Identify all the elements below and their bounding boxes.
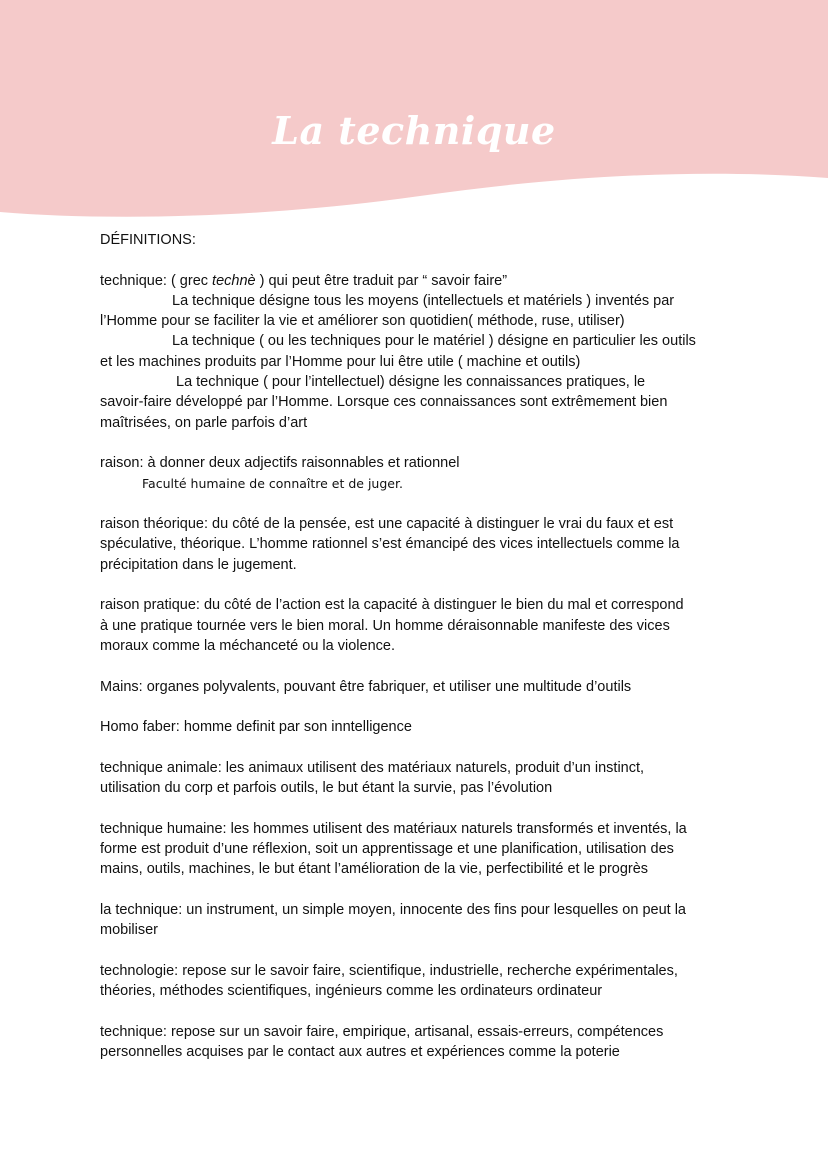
document-body — [100, 230, 740, 1062]
technique-para1-line1: La technique désigne tous les moyens (intellectuels et matériels ) inventés par — [172, 292, 675, 309]
raison-pratique-line1: raison pratique: du côté de l’action est la capacité à distinguer le bien du mal et correspond — [100, 597, 684, 614]
definition-technique — [100, 271, 740, 433]
technique-suffix: ) qui peut être traduit par “ savoir faire” — [255, 272, 508, 289]
technique-empirique-line2: personnelles acquises par le contact aux autres et expériences comme la poterie — [100, 1043, 620, 1060]
raison-theorique-line2: spéculative, théorique. L’homme rationnel s’est émancipé des vices intellectuels comme la — [100, 536, 680, 553]
technique-intro — [100, 271, 740, 291]
technique-para3-line3: maîtrisées, on parle parfois d’art — [100, 414, 308, 431]
raison-pratique-line2: à une pratique tournée vers le bien moral. Un homme déraisonnable manifeste des vices — [100, 617, 670, 634]
technique-para2-line2: et les machines produits par l’Homme pour lui être utile ( machine et outils) — [100, 353, 581, 370]
definition-la-technique — [100, 900, 740, 941]
definition-raison-pratique — [100, 595, 740, 656]
technique-para3-line2: savoir-faire développé par l’Homme. Lorsque ces connaissances sont extrêmement bien — [100, 394, 668, 411]
definition-raison-theorique — [100, 514, 740, 575]
raison-pratique-line3: moraux comme la méchanceté ou la violence. — [100, 637, 395, 654]
technique-humaine-line2: forme est produit d’une réflexion, soit un apprentissage et une planification, utilisation des — [100, 840, 674, 857]
definition-homo-faber: Homo faber: homme definit par son inntelligence — [100, 719, 412, 736]
technique-animale-line1: technique animale: les animaux utilisent des matériaux naturels, produit d’un instinct, — [100, 759, 645, 776]
raison-line1: raison: à donner deux adjectifs raisonnables et rationnel — [100, 455, 460, 472]
definition-technique-humaine — [100, 819, 740, 880]
section-heading: DÉFINITIONS: — [100, 232, 196, 248]
la-technique-line1: la technique: un instrument, un simple moyen, innocente des fins pour lesquelles on peut la — [100, 901, 686, 918]
technique-para2-line1: La technique ( ou les techniques pour le matériel ) désigne en particulier les outils — [172, 333, 696, 350]
page-title: La technique — [272, 108, 556, 153]
definition-technologie — [100, 961, 740, 1002]
definition-technique-empirique — [100, 1022, 740, 1063]
technologie-line1: technologie: repose sur le savoir faire, scientifique, industrielle, recherche expérimentales, — [100, 962, 678, 979]
definition-raison — [100, 453, 740, 494]
technique-humaine-line1: technique humaine: les hommes utilisent des matériaux naturels transformés et inventés, la — [100, 820, 687, 837]
technique-empirique-line1: technique: repose sur un savoir faire, empirique, artisanal, essais-erreurs, compétences — [100, 1023, 664, 1040]
technique-para1-line2: l’Homme pour se faciliter la vie et améliorer son quotidien( méthode, ruse, utiliser) — [100, 313, 625, 330]
technique-animale-line2: utilisation du corp et parfois outils, le but étant la survie, pas l’évolution — [100, 780, 553, 797]
header-band — [0, 0, 828, 230]
technologie-line2: théories, méthodes scientifiques, ingénieurs comme les ordinateurs ordinateur — [100, 982, 603, 999]
technique-humaine-line3: mains, outils, machines, le but étant l’amélioration de la vie, perfectibilité et le progrès — [100, 861, 649, 878]
raison-theorique-line1: raison théorique: du côté de la pensée, est une capacité à distinguer le vrai du faux et est — [100, 516, 674, 533]
definition-mains: Mains: organes polyvalents, pouvant être fabriquer, et utiliser une multitude d’outils — [100, 678, 632, 695]
greek-word: technè — [212, 272, 256, 289]
definition-technique-animale — [100, 758, 740, 799]
technique-para3-line1: La technique ( pour l’intellectuel) désigne les connaissances pratiques, le — [176, 374, 646, 391]
raison-line2: Faculté humaine de connaître et de juger. — [142, 475, 403, 491]
raison-theorique-line3: précipitation dans le jugement. — [100, 556, 297, 573]
technique-prefix: technique: ( grec — [100, 272, 213, 289]
la-technique-line2: mobiliser — [100, 922, 159, 939]
